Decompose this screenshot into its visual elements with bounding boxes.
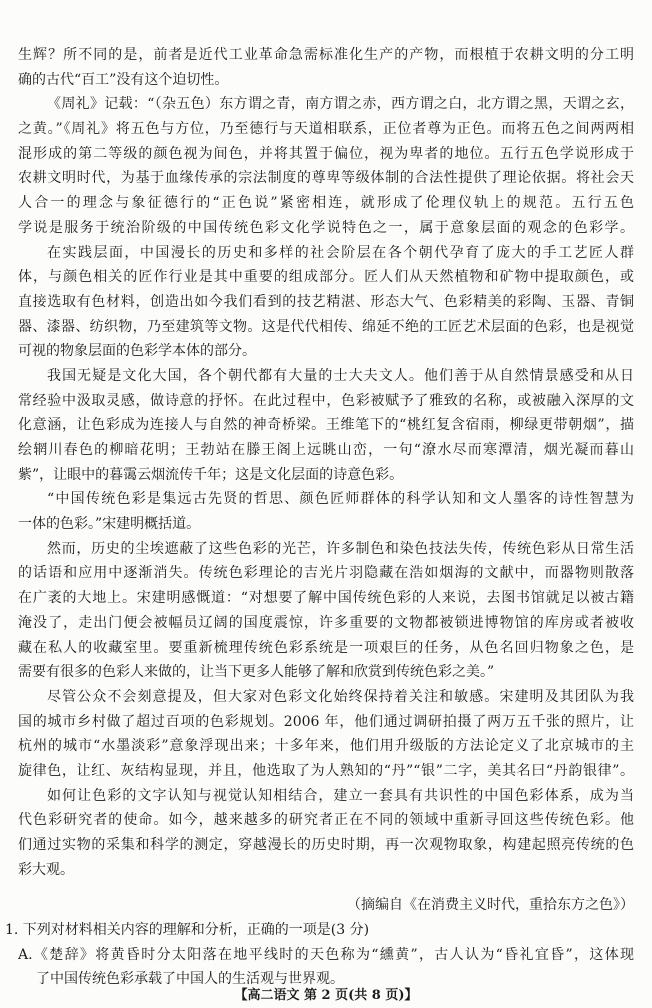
passage-line: 混形成的第二等级的颜色视为间色，并将其置于偏位，视为卑者的地位。五行五色学说形成于 [18,145,634,162]
paragraph [18,537,634,685]
passage-line: 常经验中汲取灵感，做诗意的抒怀。在此过程中，色彩被赋予了雅致的名称，或被融入深厚的文 [18,392,634,409]
passage-line: 需要有很多的色彩人来做的，让当下更多人能够了解和欣赏到传统色彩之美。” [18,664,495,681]
passage-line: 化意涵，让色彩成为连接人与自然的神奇桥梁。王维笔下的“桃红复含宿雨，柳绿更带朝烟”，描 [18,417,634,434]
paragraph [18,43,634,92]
passage-line: 的话语和应用中逐渐消失。传统色彩理论的吉光片羽隐藏在浩如烟海的文献中，而器物则散落 [18,565,634,582]
passage-line: 旋律色，让红、灰结构显现，并且，他选取了为人熟知的“丹”“银”二字，美其名曰“丹韵银律”。 [18,762,634,779]
paragraph [18,487,634,536]
passage-line: 紫”，让眼中的暮霭云烟流传千年；这是文化层面的诗意色彩。 [18,466,404,483]
option-a-line: A.《楚辞》将黄昏时分太阳落在地平线时的天色称为“纁黄”，古人认为“昏礼宜昏”，这体现 [18,947,634,963]
passage-line: 器、漆器、纺织物，乃至建筑等文物。这是代代相传、绵延不绝的工匠艺术层面的色彩，也是视觉 [18,318,634,335]
passage-line: 在实践层面，中国漫长的历史和多样的社会阶层在各个朝代孕育了庞大的手工艺匠人群 [47,244,634,261]
passage-line: 一体的色彩。”宋建明概括道。 [18,516,201,533]
passage-line: 彩大观。 [18,861,74,878]
source-citation: （摘编自《在消费主义时代，重拾东方之色》） [347,897,634,913]
passage-line: 生辉？所不同的是，前者是近代工业革命急需标准化生产的产物，而根植于农耕文明的分工明 [18,47,634,63]
passage-line: 之黄。”《周礼》将五色与方位，乃至德行与天道相联系，正位者尊为正色。而将五色之间两两相 [18,121,634,138]
passage-line: 我国无疑是文化大国，各个朝代都有大量的士大夫文人。他们善于从自然情景感受和从日 [47,367,634,384]
passage-line: 们通过实物的采集和科学的测定，穿越漫长的历史时期，再一次观物取象，构建起照亮传统的色 [18,837,634,853]
option-a-line: 了中国传统色彩承载了中国人的生活观与世界观。 [36,971,344,987]
passage-line: 然而，历史的尘埃遮蔽了这些色彩的光芒，许多制色和染色技法失传，传统色彩从日常生活 [47,540,634,557]
passage-line: 体，与颜色相关的匠作行业是其中重要的组成部分。匠人们从天然植物和矿物中提取颜色，或 [18,269,634,286]
passage-line: 农耕文明时代，为基于血缘传承的宗法制度的尊卑等级体制的合法性提供了理论依据。将社会天 [18,170,634,187]
paragraph [18,784,634,883]
passage-line: 尽管公众不会刻意提及，但大家对色彩文化始终保持着关注和敏感。宋建明及其团队为我 [47,688,634,705]
passage-line: 淹没了，走出门便会被幅员辽阔的国度震惊，许多重要的文物都被锁进博物馆的库房或者被收 [18,614,634,631]
passage-line: 绘辋川春色的柳暗花明；王勃站在滕王阁上远眺山峦，一句“潦水尽而寒潭清，烟光凝而暮山 [18,442,634,458]
paragraph [18,241,634,364]
passage-line: 直接选取有色材料，创造出如今我们看到的技艺精湛、形态大气、色彩精美的彩陶、玉器、青铜 [18,293,634,310]
paragraph [18,685,634,784]
passage-line: 可视的物象层面的色彩学本体的部分。 [18,343,256,360]
passage-line: 确的古代“百工”没有这个迫切性。 [18,71,229,88]
passage-line: 藏在私人的收藏室里。要重新梳理传统色彩系统是一项艰巨的任务，从色名回归物象之色，是 [18,639,634,656]
passage-line: 《周礼》记载：“（杂五色）东方谓之青，南方谓之赤，西方谓之白，北方谓之黑，天谓之玄， [47,96,634,113]
passage-line: 国的城市乡村做了超过百项的色彩规划。2006 年，他们通过调研拍摄了两万五千张的照片，让 [18,713,634,730]
reading-passage [18,43,634,882]
passage-line: 杭州的城市“水墨淡彩”意象浮现出来；十多年来，他们用升级版的方法论定义了北京城市的主 [18,738,634,755]
paragraph [18,92,634,240]
passage-line: 在广袤的大地上。宋建明感慨道：“对想要了解中国传统色彩的人来说，去图书馆就足以被古籍 [18,590,634,607]
passage-line: “中国传统色彩是集远古先贤的哲思、颜色匠师群体的科学认知和文人墨客的诗性智慧为 [47,491,634,508]
passage-line: 人合一的理念与象征德行的“正色说”紧密相连，就形成了伦理仪轨上的规范。五行五色 [18,195,634,212]
passage-line: 学说是服务于统治阶级的中国传统色彩文化学说特色之一，属于意象层面的观念的色彩学。 [18,219,634,236]
passage-line: 代色彩研究者的使命。如今，越来越多的研究者正在不同的领域中重新寻回这些传统色彩。他 [18,812,634,829]
page-footer: 【高二语文 第 2 页(共 8 页)】 [234,988,418,1003]
question-stem: 1. 下列对材料相关内容的理解和分析，正确的一项是(3 分) [5,922,370,938]
passage-line: 如何让色彩的文字认知与视觉认知相结合，建立一套具有共识性的中国色彩体系，成为当 [47,787,634,804]
paragraph [18,364,634,487]
